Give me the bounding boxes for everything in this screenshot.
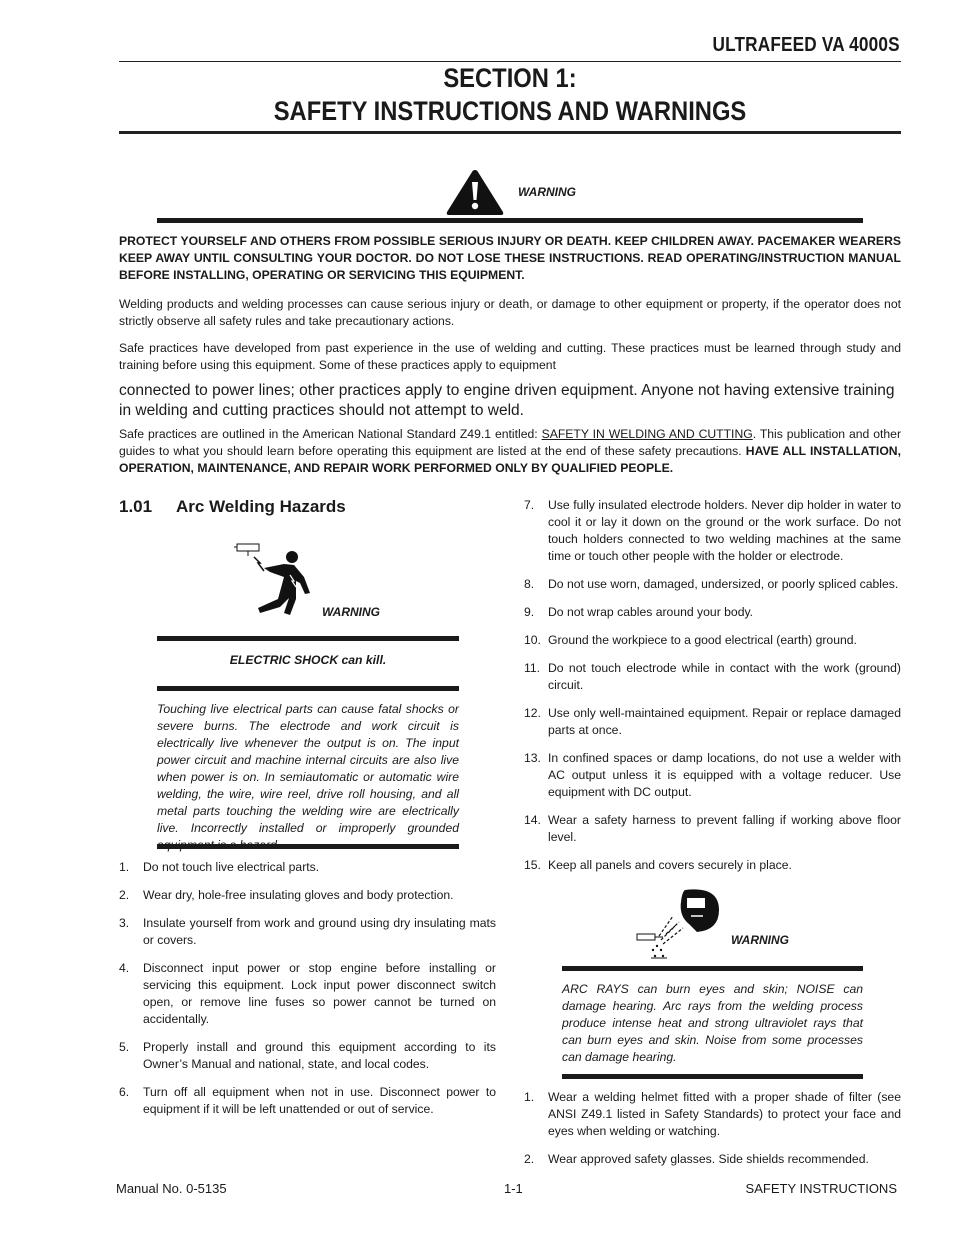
- list-item: [119, 1039, 496, 1073]
- list-item-number: 5.: [119, 1040, 130, 1054]
- section-rule: [119, 131, 901, 134]
- standard-text-a: Safe practices are outlined in the American National Standard Z49.1 entitled:: [119, 427, 542, 441]
- shock-warning-label: WARNING: [322, 605, 380, 619]
- intro-paragraph-1: Welding products and welding processes can cause serious injury or death, or damage to other equipment or property, if the operator does not strictly observe all safety rules and take precautionary actions.: [119, 297, 901, 328]
- list-item-text: Use fully insulated electrode holders. Never dip holder in water to cool it or lay it down on the ground or the work surface. Do not touch holders connected to two welding machines at the same time or touch other people with the holder or electrode.: [548, 498, 901, 563]
- list-item: [119, 1084, 496, 1118]
- list-item: [119, 960, 496, 1028]
- subsection-number: 1.01: [119, 497, 153, 516]
- intro-paragraph-4: [119, 426, 901, 477]
- list-item-number: 12.: [524, 706, 541, 720]
- list-item-text: Insulate yourself from work and ground using dry insulating mats or covers.: [143, 916, 496, 947]
- standard-title: SAFETY IN WELDING AND CUTTING: [541, 427, 753, 441]
- list-item-text: Wear a welding helmet fitted with a proper shade of filter (see ANSI Z49.1 listed in Safety Standards) to protect your face and eyes when welding or watching.: [548, 1090, 901, 1138]
- footer-section-name: SAFETY INSTRUCTIONS: [745, 1181, 897, 1196]
- footer-page-number: 1-1: [504, 1181, 523, 1196]
- standard-text-b: . This publication and other guides to what you should learn before operating this equipment are listed at the end of these safety precautions.: [119, 427, 902, 458]
- section-title-line2: SAFETY INSTRUCTIONS AND WARNINGS: [273, 96, 747, 126]
- shock-warning-bar: [157, 636, 459, 641]
- list-item-text: Wear approved safety glasses. Side shields recommended.: [548, 1152, 869, 1166]
- list-item-text: Ground the workpiece to a good electrical (earth) ground.: [548, 633, 857, 647]
- list-item-number: 3.: [119, 916, 130, 930]
- intro-warning-text: PROTECT YOURSELF AND OTHERS FROM POSSIBLE SERIOUS INJURY OR DEATH. KEEP CHILDREN AWAY. PACEMAKER WEARERS KEEP AWAY UNTIL CONSULTING YOUR DOCTOR. DO NOT LOSE THESE INSTRUCTIONS. READ OPERATING/INSTRUCTION MANUAL BEFORE INSTALLING, OPERATING OR SERVICING THIS EQUIPMENT.: [119, 234, 901, 282]
- arc-end-bar: [562, 1074, 863, 1079]
- list-item: [524, 812, 901, 846]
- list-item: [524, 750, 901, 801]
- product-name: ULTRAFEED VA 4000S: [712, 34, 900, 56]
- list-item-number: 6.: [119, 1085, 130, 1099]
- list-item: [524, 497, 901, 565]
- arc-warning-label: WARNING: [731, 933, 789, 947]
- list-item-number: 13.: [524, 751, 541, 765]
- electric-shock-icon: [234, 541, 316, 624]
- shock-precautions-list: [119, 859, 496, 1129]
- list-item-text: Wear dry, hole-free insulating gloves and body protection.: [143, 888, 454, 902]
- footer-manual-number: Manual No. 0-5135: [116, 1181, 227, 1196]
- list-item-text: Disconnect input power or stop engine before installing or servicing this equipment. Lock input power disconnect switch open, or remove line fuses so power cannot be turned on accidentally.: [143, 961, 496, 1026]
- list-item-number: 1.: [119, 860, 130, 874]
- qualified-people-notice: HAVE ALL INSTALLATION, OPERATION, MAINTENANCE, AND REPAIR WORK PERFORMED ONLY BY QUALIFIED PEOPLE.: [119, 444, 901, 475]
- list-item-number: 1.: [524, 1090, 535, 1104]
- shock-hazard-title: ELECTRIC SHOCK can kill.: [229, 653, 387, 667]
- list-item-text: Turn off all equipment when not in use. Disconnect power to equipment if it will be left unattended or out of service.: [143, 1085, 496, 1116]
- shock-end-bar: [157, 844, 459, 849]
- list-item-number: 11.: [524, 661, 541, 675]
- list-item-number: 4.: [119, 961, 130, 975]
- list-item: [524, 632, 901, 649]
- list-item-number: 10.: [524, 633, 541, 647]
- list-item-text: Wear a safety harness to prevent falling if working above floor level.: [548, 813, 901, 844]
- list-item-number: 8.: [524, 577, 535, 591]
- list-item-number: 9.: [524, 605, 535, 619]
- list-item: [119, 859, 496, 876]
- arc-hazard-text: ARC RAYS can burn eyes and skin; NOISE can damage hearing. Arc rays from the welding process produce intense heat and strong ultraviolet rays that can burn eyes and skin. Noise from some processes can damage hearing.: [562, 982, 863, 1064]
- warning-label: WARNING: [518, 185, 576, 199]
- arc-rays-icon: [633, 886, 723, 969]
- intro-paragraph-3: connected to power lines; other practices apply to engine driven equipment. Anyone not having extensive training in welding and cutting practices should not attempt to weld.: [119, 382, 895, 419]
- list-item-number: 2.: [119, 888, 130, 902]
- list-item-number: 15.: [524, 858, 541, 872]
- list-item-number: 2.: [524, 1152, 535, 1166]
- subsection-title: Arc Welding Hazards: [176, 497, 346, 516]
- list-item: [524, 660, 901, 694]
- section-title-line1: SECTION 1:: [443, 63, 577, 93]
- list-item: [524, 1089, 901, 1140]
- list-item-text: Do not wrap cables around your body.: [548, 605, 754, 619]
- list-item: [524, 576, 901, 593]
- list-item-number: 14.: [524, 813, 541, 827]
- list-item-text: In confined spaces or damp locations, do not use a welder with AC output unless it is equipped with a voltage reducer. Use equipment with DC output.: [548, 751, 901, 799]
- list-item-text: Keep all panels and covers securely in place.: [548, 858, 792, 872]
- list-item-text: Do not use worn, damaged, undersized, or poorly spliced cables.: [548, 577, 899, 591]
- more-precautions-list: [524, 497, 901, 885]
- list-item: [119, 887, 496, 904]
- list-item-text: Do not touch electrode while in contact with the work (ground) circuit.: [548, 661, 901, 692]
- shock-hazard-bar: [157, 686, 459, 691]
- warning-bar: [157, 218, 863, 223]
- section-title: [166, 62, 854, 128]
- intro-paragraph-2: Safe practices have developed from past experience in the use of welding and cutting. These practices must be learned through study and training before using this equipment. Some of these practices apply to equipment: [119, 341, 901, 372]
- list-item: [524, 705, 901, 739]
- list-item: [524, 857, 901, 874]
- list-item-number: 7.: [524, 498, 535, 512]
- subsection-heading: [119, 497, 346, 517]
- arc-warning-bar: [562, 966, 863, 971]
- warning-triangle-icon: [445, 168, 505, 221]
- shock-hazard-text: Touching live electrical parts can cause fatal shocks or severe burns. The electrode and work circuit is electrically live whenever the output is on. The input power circuit and machine internal circuits are also live when power is on. In semiautomatic or automatic wire welding, the wire, wire reel, drive roll housing, and all metal parts touching the welding wire are electrically live. Incorrectly installed or improperly grounded: [157, 702, 459, 835]
- list-item: [524, 604, 901, 621]
- list-item-text: Do not touch live electrical parts.: [143, 860, 320, 874]
- list-item: [119, 915, 496, 949]
- list-item-text: Use only well-maintained equipment. Repair or replace damaged parts at once.: [548, 706, 901, 737]
- list-item-text: Properly install and ground this equipment according to its Owner’s Manual and national, state, and local codes.: [143, 1040, 496, 1071]
- list-item: [524, 1151, 901, 1168]
- arc-precautions-list: [524, 1089, 901, 1179]
